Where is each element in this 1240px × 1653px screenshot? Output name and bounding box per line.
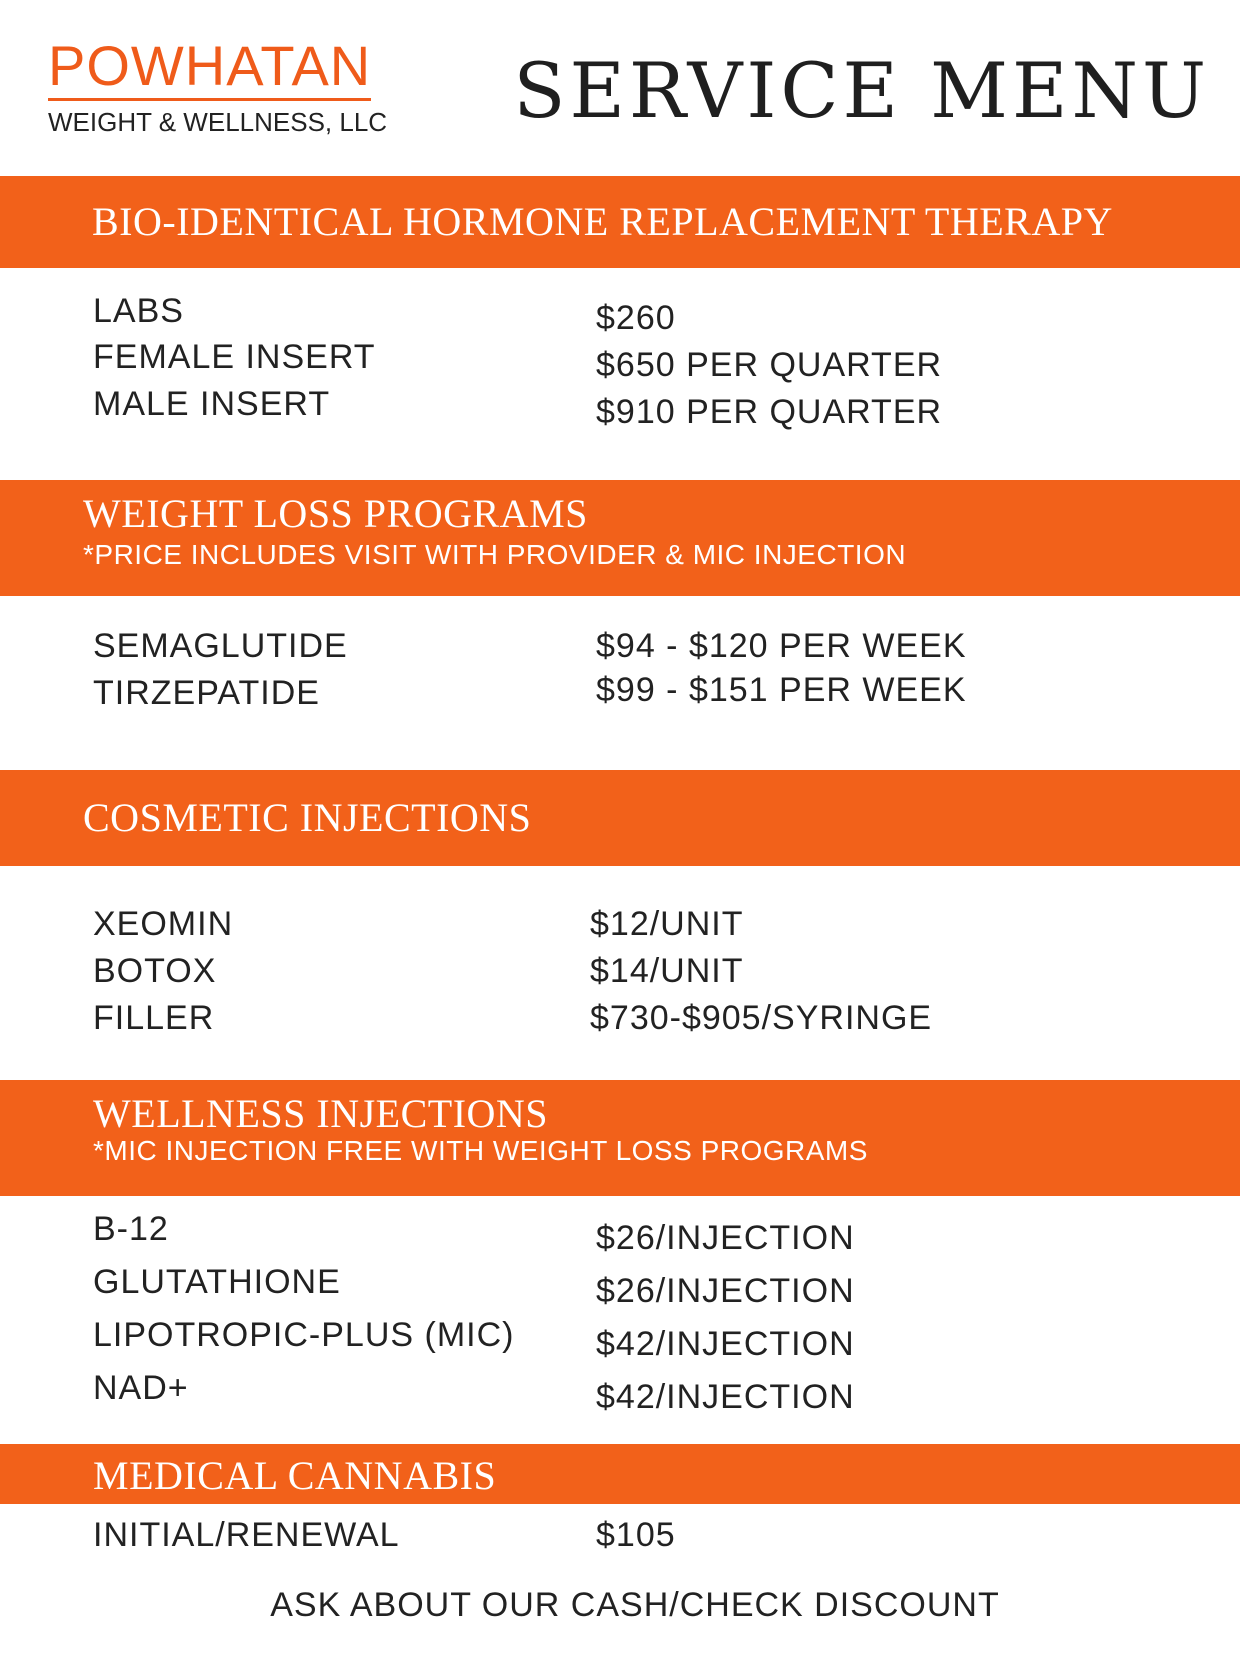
service-name: FILLER	[93, 999, 215, 1037]
service-name: GLUTATHIONE	[93, 1263, 341, 1301]
service-name: BOTOX	[93, 952, 217, 990]
service-price: $14/UNIT	[590, 952, 744, 990]
service-price: $260	[596, 299, 676, 337]
section-band-bhrt	[0, 176, 1240, 268]
section-band-weight-loss	[0, 480, 1240, 596]
section-title: COSMETIC INJECTIONS	[83, 795, 532, 840]
logo-subtitle: WEIGHT & WELLNESS, LLC	[48, 107, 388, 137]
page-title: SERVICE MENU	[513, 46, 1210, 135]
service-price: $26/INJECTION	[596, 1272, 855, 1310]
section-note: *PRICE INCLUDES VISIT WITH PROVIDER & MIC INJECTION	[83, 539, 907, 570]
service-price: $105	[596, 1516, 676, 1554]
section-band-cosmetic	[0, 770, 1240, 866]
service-price: $910 PER QUARTER	[596, 393, 943, 431]
service-name: LABS	[93, 292, 184, 330]
section-title: WELLNESS INJECTIONS	[93, 1091, 549, 1136]
section-band-cannabis	[0, 1444, 1240, 1504]
section-title: BIO-IDENTICAL HORMONE REPLACEMENT THERAPY	[92, 199, 1113, 244]
section-note: *MIC INJECTION FREE WITH WEIGHT LOSS PROGRAMS	[93, 1135, 868, 1166]
logo-name: POWHATAN	[48, 36, 371, 101]
service-name: MALE INSERT	[93, 385, 331, 423]
service-price: $650 PER QUARTER	[596, 346, 943, 384]
service-name: FEMALE INSERT	[93, 338, 376, 376]
service-name: INITIAL/RENEWAL	[93, 1516, 400, 1554]
section-band-wellness	[0, 1080, 1240, 1196]
service-name: B-12	[93, 1210, 169, 1248]
service-name: LIPOTROPIC-PLUS (MIC)	[93, 1316, 515, 1354]
service-price: $99 - $151 PER WEEK	[596, 671, 967, 709]
service-price: $94 - $120 PER WEEK	[596, 627, 967, 665]
service-price: $12/UNIT	[590, 905, 744, 943]
service-price: $26/INJECTION	[596, 1219, 855, 1257]
service-name: SEMAGLUTIDE	[93, 627, 348, 665]
service-price: $42/INJECTION	[596, 1325, 855, 1363]
company-logo	[48, 36, 387, 138]
service-name: TIRZEPATIDE	[93, 674, 320, 712]
section-title: MEDICAL CANNABIS	[93, 1453, 497, 1498]
service-price: $42/INJECTION	[596, 1378, 855, 1416]
section-title: WEIGHT LOSS PROGRAMS	[83, 491, 588, 536]
service-name: NAD+	[93, 1369, 189, 1407]
footer-discount-note: ASK ABOUT OUR CASH/CHECK DISCOUNT	[270, 1586, 1000, 1624]
service-price: $730-$905/SYRINGE	[590, 999, 933, 1037]
service-name: XEOMIN	[93, 905, 234, 943]
